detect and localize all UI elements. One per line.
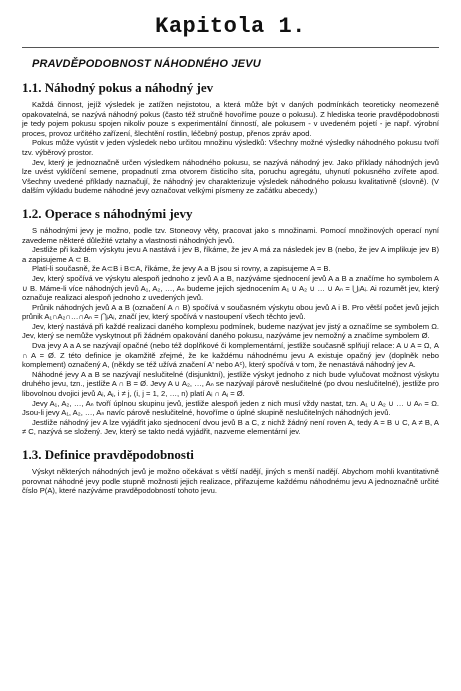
chapter-title: Kapitola 1.: [155, 14, 306, 39]
paragraph: Dva jevy A a A se nazývají opačné (nebo též doplňkové či komplementární, jestliže současně splňují relace: A ∪ A = Ω, A ∩ A = Ø. Z této definice je okamžitě zřejmé, že ke každému náhodnému jevu A existuje opačný jev (doplněk nebo komplement) označený A, (někdy se též užívá značení A' nebo Aᶜ), který spočívá v tom, že nenastává náhodný jev A.: [22, 341, 439, 370]
paragraph: Jev, který je jednoznačně určen výsledkem náhodného pokusu, se nazývá náhodný jev. Jako příklady náhodných jevů lze uvést vyklíčení semene, propadnutí zrna otvorem čisticího síta, poruchu agregátu, uhynutí pokusného zvířete apod. Všechny uvedené příklady naznačují, že náhodný jev charakterizuje výsledek náhodného pokusu kvalitativně (slovně). (V dalším výkladu budeme náhodné jevy označovat velkými písmeny ze začátku abecedy.): [22, 157, 439, 196]
paragraph: Pokus může vyústit v jeden výsledek nebo určitou množinu výsledků: Všechny možné výsledky náhodného pokusu tvoří tzv. výběrový prostor.: [22, 138, 439, 157]
title-divider: [22, 47, 439, 48]
paragraph: Jev, který nastává při každé realizaci daného komplexu podmínek, budeme nazývat jev jistý a označíme se symbolem Ω. Jev, který se nemůže vyskytnout při žádném opakování daného pokusu, nazýváme jev nemožný a značíme symbolem Ø.: [22, 321, 439, 341]
paragraph: Jestliže při každém výskytu jevu A nastává i jev B, říkáme, že jev A má za následek jev B (nebo, že jev A implikuje jev B) a zapisujeme A ⊂ B.: [22, 245, 439, 264]
paragraph: S náhodnými jevy je možno, podle tzv. Stoneovy věty, pracovat jako s množinami. Pomocí množinových operací nyní zavedeme některé důležité vztahy a vlastnosti náhodných jevů.: [22, 225, 439, 245]
paragraph: Výskyt některých náhodných jevů je možno očekávat s větší nadějí, jiných s menší nadějí. Abychom mohli kvantitativně porovnat náhodné jevy podle stupně možnosti jejich realizace, přiřazujeme každému náhodnému jevu A jednoznačně určité číslo P(A), které nazýváme pravděpodobností tohoto jevu.: [22, 467, 439, 496]
paragraph: Platí-li současně, že A⊂B i B⊂A, říkáme, že jevy A a B jsou si rovny, a zapisujeme A = B.: [32, 264, 331, 274]
paragraph: Průnik náhodných jevů A a B (označení A ∩ B) spočívá v současném výskytu obou jevů A i B. Pro větší počet jevů jejich průnik A₁∩A₂∩…∩Aₙ = ⋂ᵢAᵢ, značí jev, který spočívá v nastoupení všech těchto jevů.: [22, 302, 439, 322]
paragraph: Jestliže náhodný jev A lze vyjádřit jako sjednocení dvou jevů B a C, z nichž žádný není roven A, tedy A = B ∪ C, A ≠ B, A ≠ C, nazývá se složený. Jev, který se takto nedá vyjádřit, nazveme elementární jev.: [22, 417, 439, 437]
section-1: [22, 80, 439, 196]
section-2: [22, 206, 439, 437]
paragraph: Každá činnost, jejíž výsledek je zatížen nejistotou, a která může být v daných podmínkách teoreticky neomezeně opakovatelná, se nazývá náhodný pokus (často též stručně hovoříme pouze o pokusu). Z hlediska teorie pravděpodobnosti je tedy pojem pokusu spojen nikoliv pouze s experimentální činností, ale pokusem - v uvedeném pojetí - je např. výrobní proces, provoz určitého zařízení, šlechtění rostlin, léčebný postup, přenos zpráv apod.: [22, 100, 439, 138]
paragraph: Jevy A₁, A₂, …, Aₙ tvoří úplnou skupinu jevů, jestliže alespoň jeden z nich musí vždy nastat, tzn. A₁ ∪ A₂ ∪ … ∪ Aₙ = Ω. Jsou-li jevy A₁, A₂, …, Aₙ navíc párově neslučitelné, hovoříme o úplné skupině neslučitelných náhodných jevů.: [22, 398, 439, 418]
section-heading: 1.2. Operace s náhodnými jevy: [22, 205, 193, 221]
part-title: PRAVDĚPODOBNOST NÁHODNÉHO JEVU: [32, 58, 261, 70]
section-3: [22, 447, 439, 496]
section-heading: 1.3. Definice pravděpodobnosti: [22, 447, 194, 462]
paragraph: Jev, který spočívá ve výskytu alespoň jednoho z jevů A a B, nazýváme sjednocení jevů A a B a značíme ho symbolem A ∪ B. Máme-li více náhodných jevů A₁, A₂, …, Aₙ budeme jejich sjednocením A₁ ∪ A₂ ∪ … ∪ Aₙ = ⋃ᵢAᵢ. Ai rozumět jev, který označuje realizaci alespoň jednoho z uvedených jevů.: [22, 273, 439, 303]
section-heading: 1.1. Náhodný pokus a náhodný jev: [22, 80, 214, 95]
paragraph: Náhodné jevy A a B se nazývají neslučitelné (disjunktní), jestliže výskyt jednoho z nich bude vylučovat možnost výskytu druhého jevu, tzn., jestliže A ∩ B = Ø. Jevy A ∪ A₂, …, Aₙ se nazývají párově neslučitelné (po dvou neslučitelné), jestliže pro libovolnou dvojici jevů Aᵢ, Aⱼ, i ≠ j, (i, j = 1, 2, …, n) platí Aᵢ ∩ Aⱼ = Ø.: [22, 369, 439, 399]
